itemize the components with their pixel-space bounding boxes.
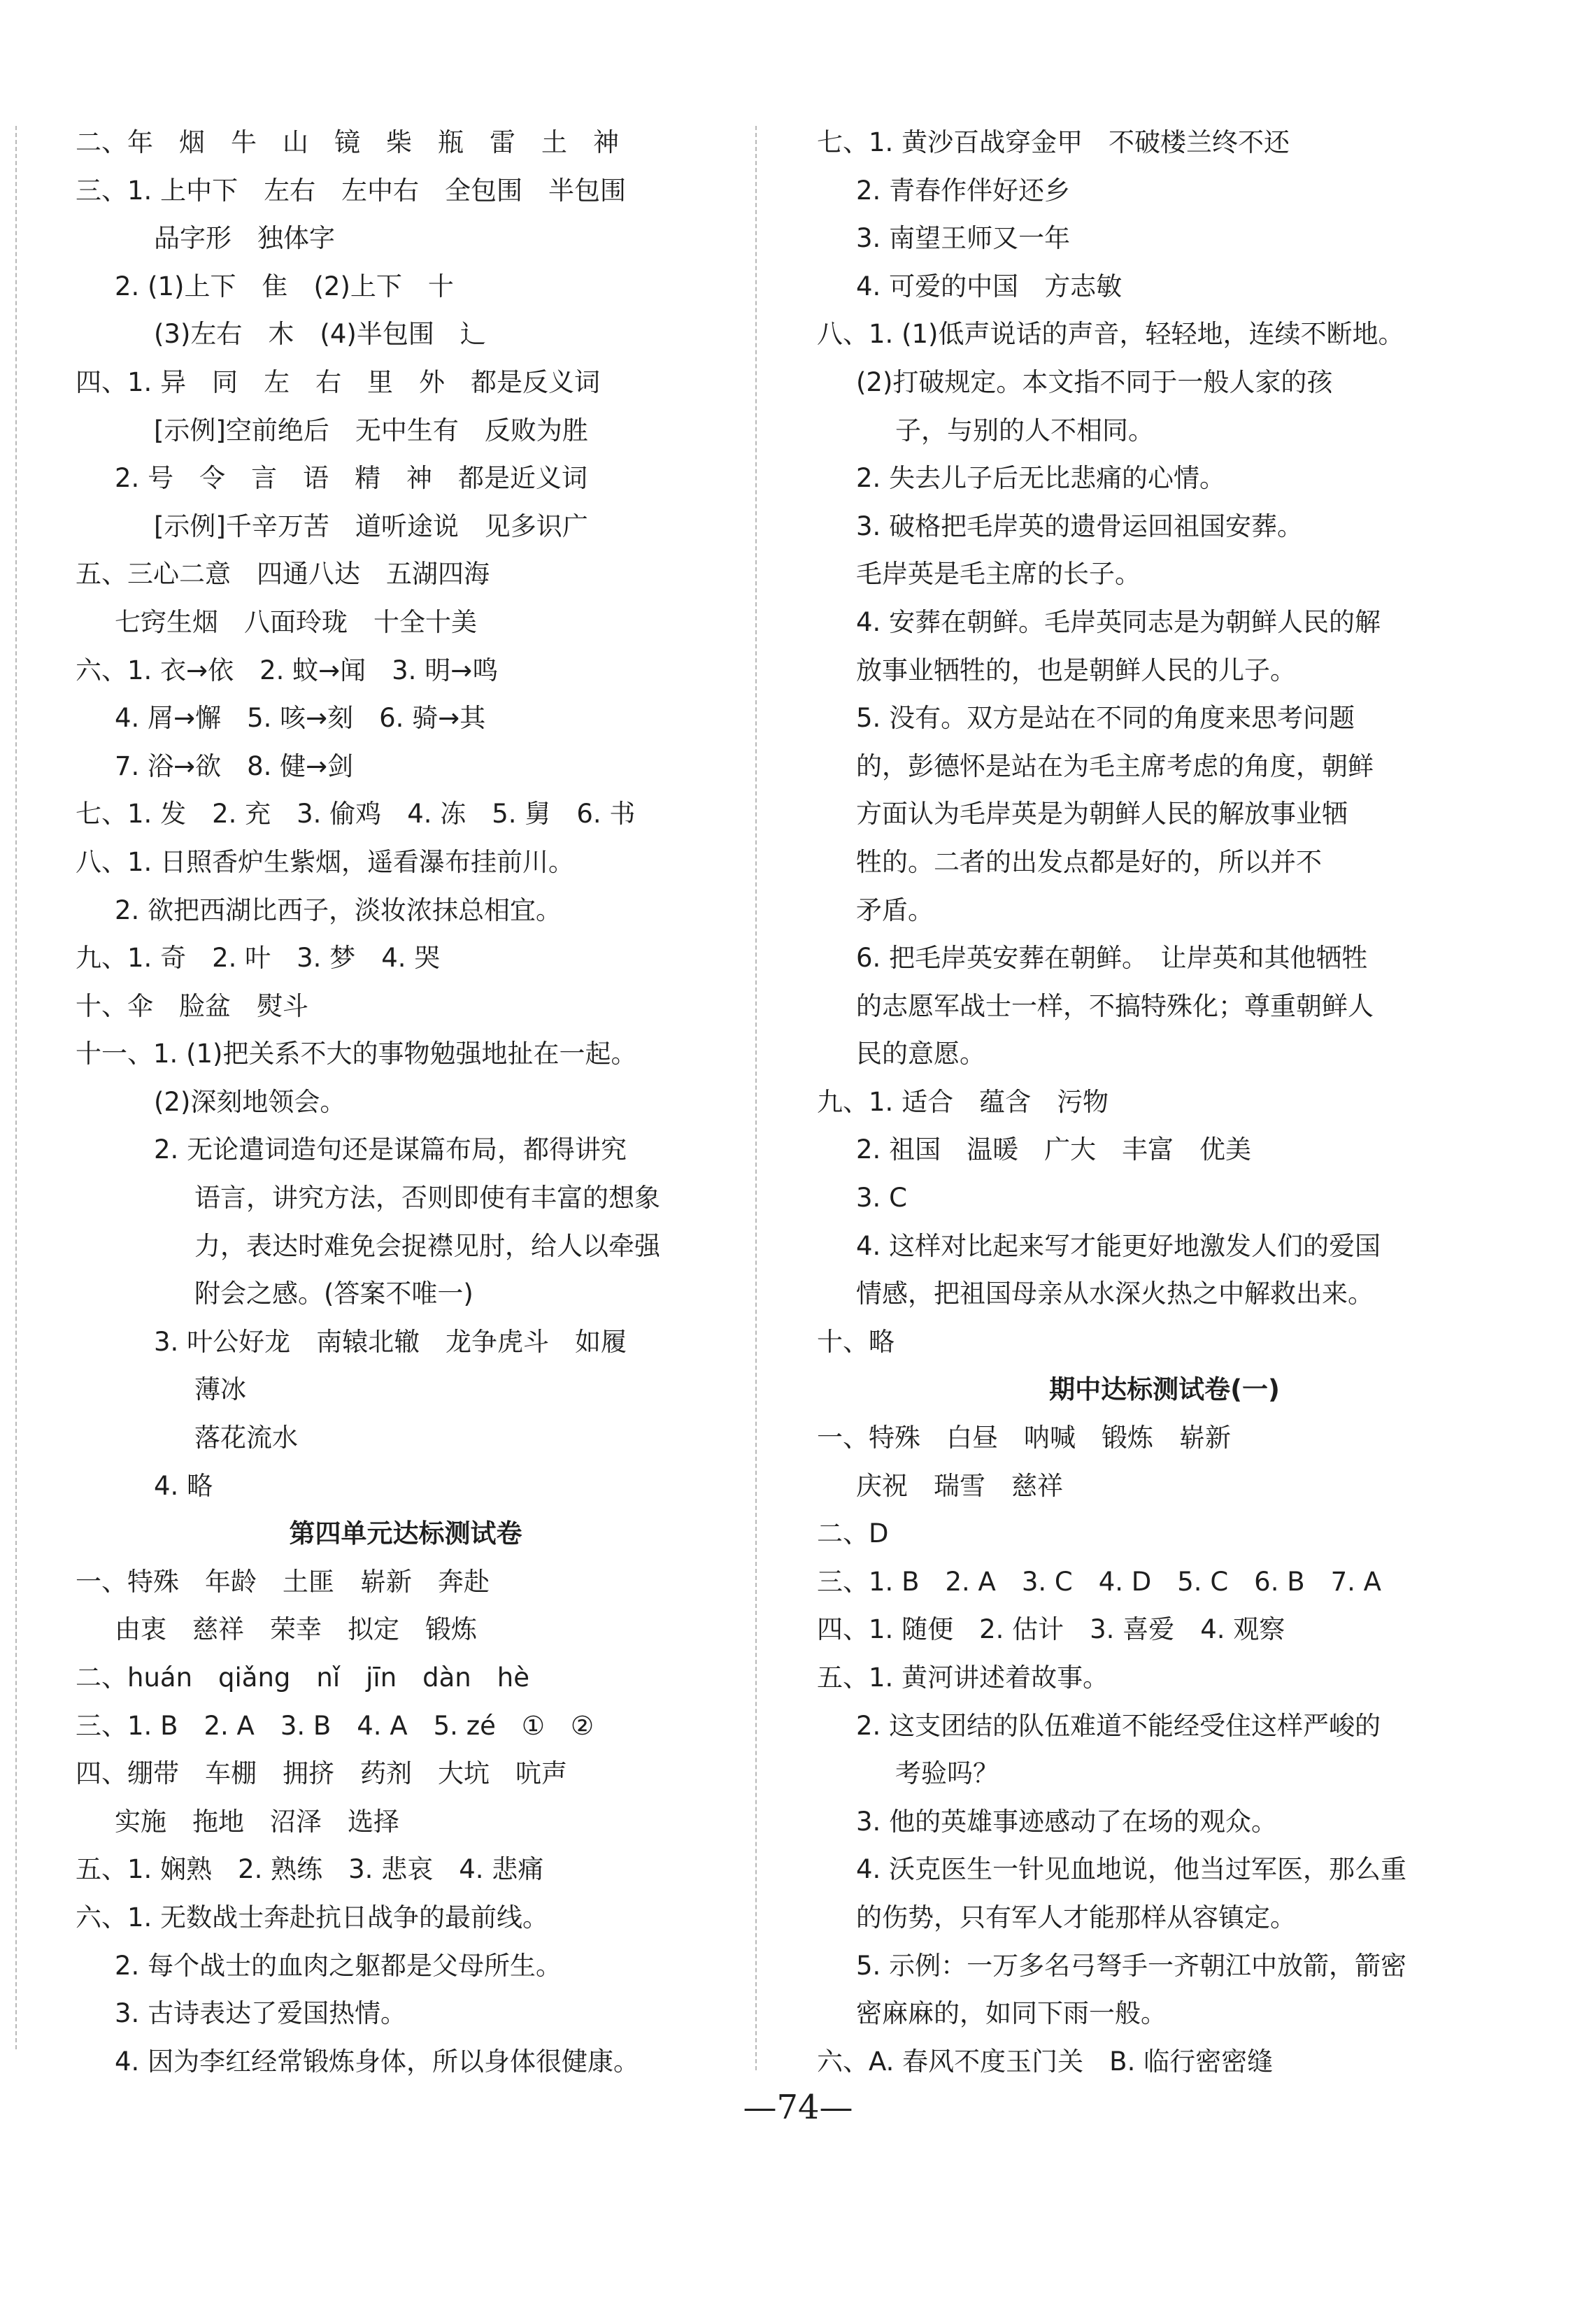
answer-line: 六、A. 春风不度玉门关 B. 临行密密缝 <box>817 2046 1274 2077</box>
answer-line: 七窍生烟 八面玲珑 十全十美 <box>115 606 477 637</box>
answer-line: 的伤势，只有军人才能那样从容镇定。 <box>856 1902 1296 1933</box>
answer-line: 密麻麻的，如同下雨一般。 <box>856 1998 1167 2029</box>
left-margin-dashed-line <box>15 126 17 2049</box>
answer-line: 落花流水 <box>194 1423 298 1453</box>
answer-line: 2. 祖国 温暖 广大 丰富 优美 <box>856 1134 1252 1165</box>
answer-line: 情感，把祖国母亲从水深火热之中解救出来。 <box>856 1279 1374 1309</box>
answer-line: 考验吗？ <box>895 1758 999 1789</box>
answer-line: (2)深刻地领会。 <box>154 1086 346 1117</box>
answer-line: 九、1. 奇 2. 叶 3. 梦 4. 哭 <box>76 943 441 974</box>
answer-line: 品字形 独体字 <box>154 223 335 254</box>
answer-line: 4. 可爱的中国 方志敏 <box>856 271 1123 301</box>
answer-line: 民的意愿。 <box>856 1039 985 1069</box>
answer-line: 七、1. 发 2. 充 3. 偷鸡 4. 冻 5. 舅 6. 书 <box>76 799 636 830</box>
answer-line: 五、三心二意 四通八达 五湖四海 <box>76 559 490 590</box>
answer-line: 语言，讲究方法，否则即使有丰富的想象 <box>194 1183 660 1214</box>
answer-line: 附会之感。(答案不唯一) <box>194 1279 473 1309</box>
answer-line: 3. 破格把毛岸英的遗骨运回祖国安葬。 <box>856 511 1304 541</box>
answer-line: 八、1. (1)低声说话的声音，轻轻地，连续不断地。 <box>817 319 1404 350</box>
answer-line: 二、年 烟 牛 山 镜 柴 瓶 雷 土 神 <box>76 127 619 157</box>
answer-line: 6. 把毛岸英安葬在朝鲜。 让岸英和其他牺牲 <box>856 943 1368 974</box>
answer-line: 7. 浴→欲 8. 健→剑 <box>115 750 354 781</box>
answer-line: 三、1. B 2. A 3. B 4. A 5. zé ① ② <box>76 1710 594 1741</box>
section-heading: 期中达标测试卷(一) <box>1049 1374 1280 1405</box>
answer-line: 子，与别的人不相同。 <box>895 415 1154 446</box>
right-column <box>811 119 1518 2086</box>
answer-line: 放事业牺牲的，也是朝鲜人民的儿子。 <box>856 655 1296 685</box>
page-number: —74— <box>743 2088 853 2127</box>
answer-line: 庆祝 瑞雪 慈祥 <box>856 1470 1063 1501</box>
answer-line: 四、绷带 车棚 拥挤 药剂 大坑 吭声 <box>76 1758 567 1789</box>
answer-line: 4. 略 <box>154 1470 213 1501</box>
answer-line: 九、1. 适合 蕴含 污物 <box>817 1086 1109 1117</box>
answer-line: 2. 青春作伴好还乡 <box>856 175 1071 206</box>
answer-line: 方面认为毛岸英是为朝鲜人民的解放事业牺 <box>856 799 1348 830</box>
answer-line: 牲的。二者的出发点都是好的，所以并不 <box>856 846 1322 877</box>
answer-line: 三、1. 上中下 左右 左中右 全包围 半包围 <box>76 175 627 206</box>
answer-line: 毛岸英是毛主席的长子。 <box>856 559 1141 590</box>
answer-line: 3. 他的英雄事迹感动了在场的观众。 <box>856 1806 1278 1837</box>
answer-line: 十、伞 脸盆 熨斗 <box>76 990 308 1021</box>
answer-line: 3. C <box>856 1183 907 1214</box>
answer-line: 七、1. 黄沙百战穿金甲 不破楼兰终不还 <box>817 127 1290 157</box>
answer-line: 薄冰 <box>194 1374 246 1405</box>
answer-line: 十、略 <box>817 1326 895 1357</box>
answer-line: 5. 没有。双方是站在不同的角度来思考问题 <box>856 703 1355 734</box>
answer-line: 2. 这支团结的队伍难道不能经受住这样严峻的 <box>856 1710 1381 1741</box>
answer-line: 一、特殊 白昼 呐喊 锻炼 崭新 <box>817 1423 1231 1453</box>
answer-line: 实施 拖地 沼泽 选择 <box>115 1806 399 1837</box>
answer-line: 4. 因为李红经常锻炼身体，所以身体很健康。 <box>115 2046 640 2077</box>
answer-line: 三、1. B 2. A 3. C 4. D 5. C 6. B 7. A <box>817 1566 1381 1597</box>
answer-line: 4. 屑→懈 5. 咳→刻 6. 骑→其 <box>115 703 486 734</box>
answer-line: 八、1. 日照香炉生紫烟，遥看瀑布挂前川。 <box>76 846 575 877</box>
answer-line: (2)打破规定。本文指不同于一般人家的孩 <box>856 366 1333 397</box>
answer-line: 六、1. 衣→依 2. 蚊→闻 3. 明→鸣 <box>76 655 499 685</box>
section-heading: 第四单元达标测试卷 <box>289 1518 522 1549</box>
answer-line: 四、1. 异 同 左 右 里 外 都是反义词 <box>76 366 601 397</box>
answer-line: 的志愿军战士一样，不搞特殊化；尊重朝鲜人 <box>856 990 1374 1021</box>
answer-line: 矛盾。 <box>856 895 934 925</box>
answer-line: 一、特殊 年龄 土匪 崭新 奔赴 <box>76 1566 490 1597</box>
answer-line: 5. 示例：一万多名弓弩手一齐朝江中放箭，箭密 <box>856 1950 1407 1981</box>
answer-line: 4. 这样对比起来写才能更好地激发人们的爱国 <box>856 1230 1381 1261</box>
answer-line: 五、1. 黄河讲述着故事。 <box>817 1663 1109 1693</box>
answer-line: 2. 每个战士的血肉之躯都是父母所生。 <box>115 1950 562 1981</box>
answer-line: 2. 无论遣词造句还是谋篇布局，都得讲究 <box>154 1134 627 1165</box>
answer-line: 五、1. 娴熟 2. 熟练 3. 悲哀 4. 悲痛 <box>76 1854 544 1885</box>
answer-line: 力，表达时难免会捉襟见肘，给人以牵强 <box>194 1230 660 1261</box>
answer-line: 3. 古诗表达了爱国热情。 <box>115 1998 407 2029</box>
answer-line: 2. 号 令 言 语 精 神 都是近义词 <box>115 463 588 494</box>
answer-line: 3. 南望王师又一年 <box>856 223 1071 254</box>
answer-line: 由衷 慈祥 荣幸 拟定 锻炼 <box>115 1614 477 1645</box>
answer-line: [示例]空前绝后 无中生有 反败为胜 <box>154 415 588 446</box>
answer-line: 二、huán qiǎng nǐ jīn dàn hè <box>76 1663 529 1693</box>
answer-line: 4. 安葬在朝鲜。毛岸英同志是为朝鲜人民的解 <box>856 606 1381 637</box>
answer-line: 2. 失去儿子后无比悲痛的心情。 <box>856 463 1226 494</box>
answer-line: 的，彭德怀是站在为毛主席考虑的角度，朝鲜 <box>856 750 1374 781</box>
answer-line: 4. 沃克医生一针见血地说，他当过军医，那么重 <box>856 1854 1407 1885</box>
answer-line: 3. 叶公好龙 南辕北辙 龙争虎斗 如履 <box>154 1326 627 1357</box>
answer-line: 六、1. 无数战士奔赴抗日战争的最前线。 <box>76 1902 549 1933</box>
answer-line: 2. (1)上下 隹 (2)上下 十 <box>115 271 454 301</box>
answer-line: 2. 欲把西湖比西子，淡妆浓抹总相宜。 <box>115 895 562 925</box>
answer-line: 四、1. 随便 2. 估计 3. 喜爱 4. 观察 <box>817 1614 1285 1645</box>
left-column <box>70 119 741 2086</box>
answer-line: [示例]千辛万苦 道听途说 见多识广 <box>154 511 588 541</box>
answer-line: 十一、1. (1)把关系不大的事物勉强地扯在一起。 <box>76 1039 637 1069</box>
column-divider-dashed-line <box>755 126 757 2070</box>
answer-line: 二、D <box>817 1518 889 1549</box>
answer-line: (3)左右 木 (4)半包围 辶 <box>154 319 486 350</box>
